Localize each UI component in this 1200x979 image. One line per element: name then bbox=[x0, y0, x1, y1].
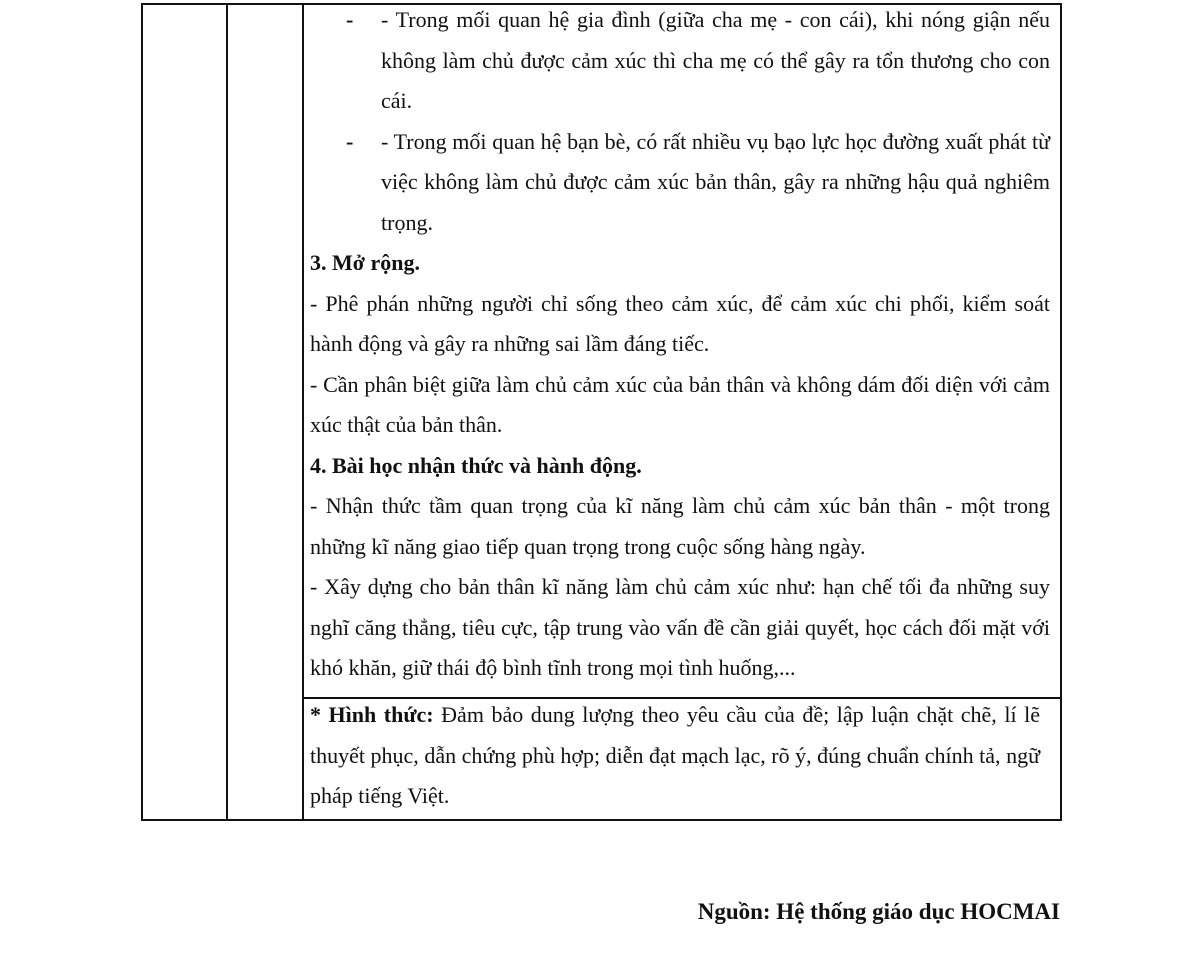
bullet-dash: - bbox=[346, 128, 354, 154]
bullet-text: - Trong mối quan hệ gia đình (giữa cha mẹ - con cái), khi nóng giận nếu không làm chủ được cảm xúc thì cha mẹ có thể gây ra tổn thương cho con cái. bbox=[381, 7, 1050, 113]
column-divider-1 bbox=[226, 5, 228, 819]
answer-content bbox=[310, 0, 1050, 689]
section-3-paragraph: - Cần phân biệt giữa làm chủ cảm xúc của bản thân và không dám đối diện với cảm xúc thật của bản thân. bbox=[310, 371, 1050, 437]
bullet-item bbox=[310, 0, 1050, 122]
section-3-heading: 3. Mở rộng. bbox=[310, 250, 420, 275]
section-3-paragraph: - Phê phán những người chỉ sống theo cảm xúc, để cảm xúc chi phối, kiểm soát hành động và gây ra những sai lầm đáng tiếc. bbox=[310, 290, 1050, 356]
bullet-text: - Trong mối quan hệ bạn bè, có rất nhiều vụ bạo lực học đường xuất phát từ việc không làm chủ được cảm xúc bản thân, gây ra những hậu quả nghiêm trọng. bbox=[381, 128, 1050, 235]
bullet-dash: - bbox=[346, 7, 354, 32]
section-4-paragraph: - Xây dựng cho bản thân kĩ năng làm chủ cảm xúc như: hạn chế tối đa những suy nghĩ căng thẳng, tiêu cực, tập trung vào vấn đề cần giải quyết, học cách đối mặt với khó khăn, giữ thái độ bình tĩnh trong mọi tình huống,... bbox=[310, 574, 1050, 680]
source-credit: Nguồn: Hệ thống giáo dục HOCMAI bbox=[697, 899, 1060, 924]
form-label: * Hình thức: bbox=[310, 702, 434, 727]
form-criteria bbox=[310, 695, 1040, 817]
bullet-item bbox=[310, 122, 1050, 244]
form-text: Đảm bảo dung lượng theo yêu cầu của đề; lập luận chặt chẽ, lí lẽ thuyết phục, dẫn chứng phù hợp; diễn đạt mạch lạc, rõ ý, đúng chuẩn chính tả, ngữ pháp tiếng Việt. bbox=[310, 702, 1040, 808]
section-4-paragraph: - Nhận thức tầm quan trọng của kĩ năng làm chủ cảm xúc bản thân - một trong những kĩ năng giao tiếp quan trọng trong cuộc sống hàng ngày. bbox=[310, 493, 1050, 559]
section-4-heading: 4. Bài học nhận thức và hành động. bbox=[310, 452, 642, 478]
